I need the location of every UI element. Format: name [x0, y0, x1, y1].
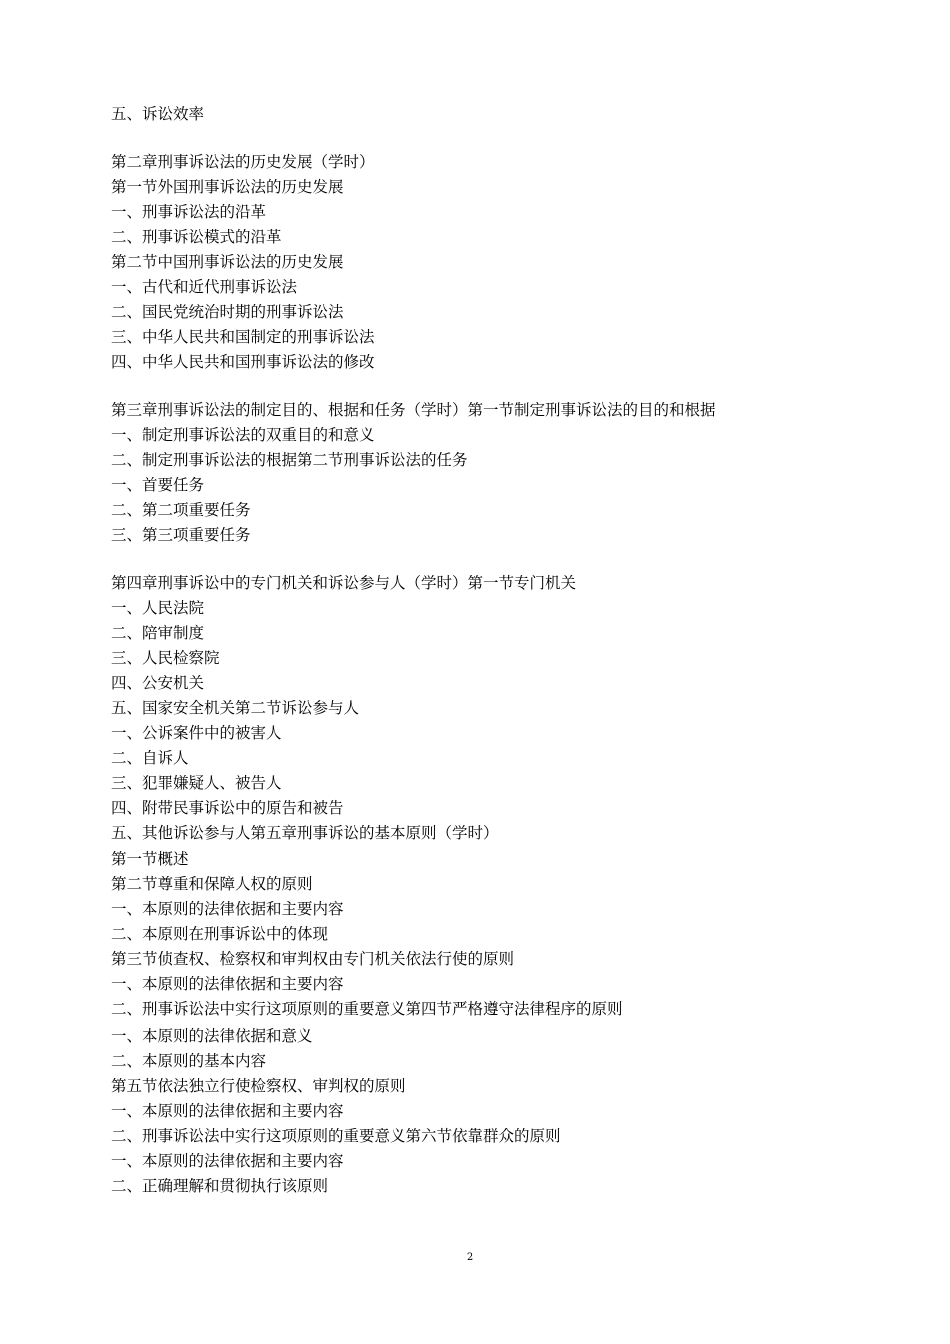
text-line: 一、本原则的法律依据和意义 — [111, 1027, 313, 1045]
text-line: 二、刑事诉讼法中实行这项原则的重要意义第四节严格遵守法律程序的原则 — [111, 1000, 623, 1018]
text-line: 一、本原则的法律依据和主要内容 — [111, 975, 344, 993]
text-line: 四、中华人民共和国刑事诉讼法的修改 — [111, 353, 375, 371]
section-heading: 第一节概述 — [111, 850, 189, 868]
text-line: 一、制定刑事诉讼法的双重目的和意义 — [111, 426, 375, 444]
section-heading: 第五节依法独立行使检察权、审判权的原则 — [111, 1077, 406, 1095]
text-line: 二、国民党统治时期的刑事诉讼法 — [111, 303, 344, 321]
section-heading: 第二节尊重和保障人权的原则 — [111, 875, 313, 893]
section-heading: 第一节外国刑事诉讼法的历史发展 — [111, 178, 344, 196]
text-line: 五、其他诉讼参与人第五章刑事诉讼的基本原则（学时） — [111, 824, 499, 842]
chapter-heading: 第四章刑事诉讼中的专门机关和诉讼参与人（学时）第一节专门机关 — [111, 574, 577, 592]
text-line: 二、制定刑事诉讼法的根据第二节刑事诉讼法的任务 — [111, 451, 468, 469]
text-line: 二、本原则的基本内容 — [111, 1052, 267, 1070]
text-line: 一、古代和近代刑事诉讼法 — [111, 278, 298, 296]
text-line: 二、第二项重要任务 — [111, 501, 251, 519]
text-line: 三、人民检察院 — [111, 649, 220, 667]
text-line: 三、第三项重要任务 — [111, 526, 251, 544]
section-heading: 第三节侦查权、检察权和审判权由专门机关依法行使的原则 — [111, 950, 515, 968]
text-line: 一、首要任务 — [111, 476, 205, 494]
text-line: 二、本原则在刑事诉讼中的体现 — [111, 925, 329, 943]
page-number: 2 — [466, 1252, 474, 1263]
chapter-heading: 第三章刑事诉讼法的制定目的、根据和任务（学时）第一节制定刑事诉讼法的目的和根据 — [111, 401, 716, 419]
text-line: 二、刑事诉讼法中实行这项原则的重要意义第六节依靠群众的原则 — [111, 1127, 561, 1145]
text-line: 二、自诉人 — [111, 749, 189, 767]
text-line: 三、中华人民共和国制定的刑事诉讼法 — [111, 328, 375, 346]
text-line: 四、公安机关 — [111, 674, 205, 692]
text-line: 五、诉讼效率 — [111, 105, 205, 123]
text-line: 五、国家安全机关第二节诉讼参与人 — [111, 699, 360, 717]
text-line: 一、公诉案件中的被害人 — [111, 724, 282, 742]
text-line: 四、附带民事诉讼中的原告和被告 — [111, 799, 344, 817]
text-line: 一、本原则的法律依据和主要内容 — [111, 900, 344, 918]
text-line: 一、本原则的法律依据和主要内容 — [111, 1102, 344, 1120]
text-line: 一、人民法院 — [111, 599, 205, 617]
text-line: 三、犯罪嫌疑人、被告人 — [111, 774, 282, 792]
text-line: 二、陪审制度 — [111, 624, 205, 642]
text-line: 一、刑事诉讼法的沿革 — [111, 203, 267, 221]
chapter-heading: 第二章刑事诉讼法的历史发展（学时） — [111, 153, 375, 171]
text-line: 一、本原则的法律依据和主要内容 — [111, 1152, 344, 1170]
text-line: 二、正确理解和贯彻执行该原则 — [111, 1177, 329, 1195]
section-heading: 第二节中国刑事诉讼法的历史发展 — [111, 253, 344, 271]
text-line: 二、刑事诉讼模式的沿革 — [111, 228, 282, 246]
